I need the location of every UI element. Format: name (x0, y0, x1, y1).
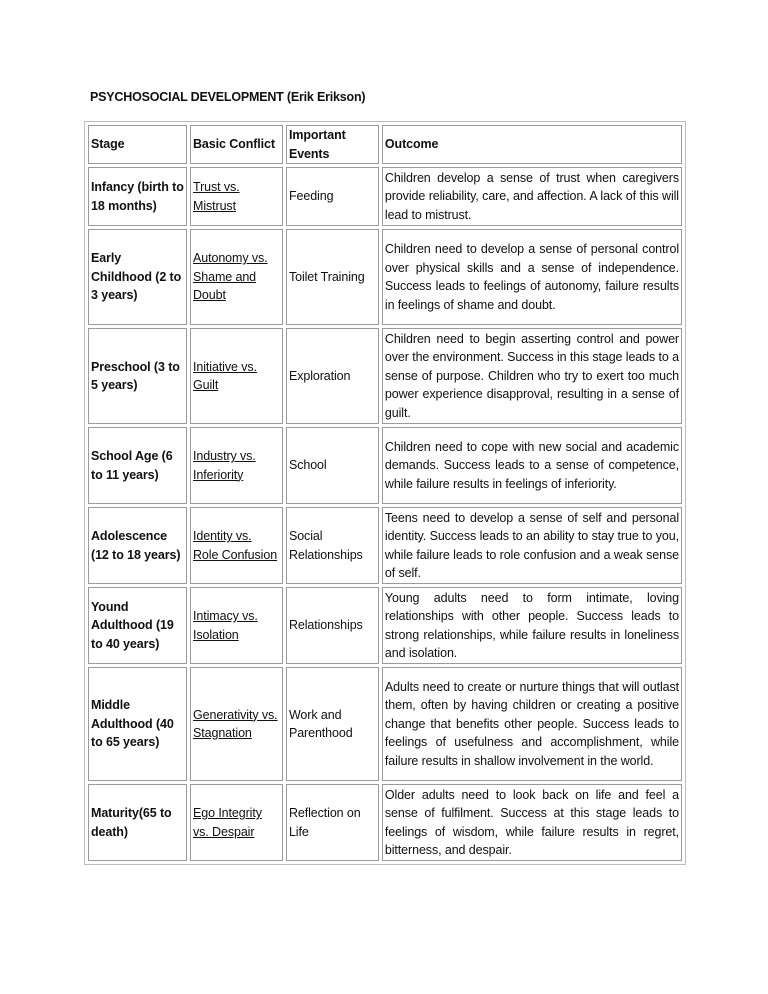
outcome-cell: Young adults need to form intimate, loving relationships with other people. Success leads to strong relationships, while failure results in loneliness and isolation. (382, 587, 682, 664)
stage-cell: Middle Adulthood (40 to 65 years) (88, 667, 187, 781)
conflict-cell (190, 667, 283, 781)
events-cell: Work and Parenthood (286, 667, 379, 781)
conflict-link: Intimacy vs. Isolation (193, 609, 258, 642)
table-row (88, 667, 682, 781)
conflict-link: Initiative vs. Guilt (193, 359, 257, 392)
conflict-cell (190, 587, 283, 664)
conflict-cell (190, 167, 283, 226)
table-header-row (88, 125, 682, 164)
conflict-cell (190, 328, 283, 424)
table-row (88, 587, 682, 664)
events-cell: Toilet Training (286, 229, 379, 325)
outcome-cell: Older adults need to look back on life and feel a sense of fulfilment. Success at this stage leads to feelings of wisdom, while failure results in regret, bitterness, and despair. (382, 784, 682, 861)
events-cell: Exploration (286, 328, 379, 424)
table-row (88, 328, 682, 424)
stage-cell: Yound Adulthood (19 to 40 years) (88, 587, 187, 664)
header-stage: Stage (88, 125, 187, 164)
table-row (88, 229, 682, 325)
outcome-cell: Teens need to develop a sense of self and personal identity. Success leads to an ability to stay true to you, while failure leads to role confusion and a weak sense of self. (382, 507, 682, 584)
conflict-link: Ego Integrity vs. Despair (193, 806, 262, 839)
header-basic-conflict: Basic Conflict (190, 125, 283, 164)
conflict-link: Identity vs. Role Confusion (193, 529, 278, 562)
conflict-cell (190, 507, 283, 584)
events-cell: School (286, 427, 379, 504)
table-row (88, 784, 682, 861)
stage-cell: Maturity(65 to death) (88, 784, 187, 861)
conflict-link: Generativity vs. Stagnation (193, 707, 278, 740)
stage-cell: Adolescence (12 to 18 years) (88, 507, 187, 584)
events-cell: Social Relationships (286, 507, 379, 584)
events-cell: Relationships (286, 587, 379, 664)
events-cell: Reflection on Life (286, 784, 379, 861)
header-outcome: Outcome (382, 125, 682, 164)
stage-cell: Early Childhood (2 to 3 years) (88, 229, 187, 325)
table-row (88, 507, 682, 584)
stage-cell: School Age (6 to 11 years) (88, 427, 187, 504)
page-title: PSYCHOSOCIAL DEVELOPMENT (Erik Erikson) (90, 90, 366, 104)
conflict-link: Autonomy vs. Shame and Doubt (193, 251, 268, 303)
events-cell: Feeding (286, 167, 379, 226)
outcome-cell: Adults need to create or nurture things that will outlast them, often by having children or creating a positive change that benefits other people. Success leads to feelings of usefulness and accomplishment, while failure results in shallow involvement in the world. (382, 667, 682, 781)
outcome-cell: Children need to develop a sense of personal control over physical skills and a sense of independence. Success leads to feelings of autonomy, failure results in feelings of shame and doubt. (382, 229, 682, 325)
outcome-cell: Children need to begin asserting control and power over the environment. Success in this stage leads to a sense of purpose. Children who try to exert too much power experience disapproval, resulting in a sense of guilt. (382, 328, 682, 424)
conflict-cell (190, 427, 283, 504)
conflict-link: Trust vs. Mistrust (193, 180, 240, 213)
erikson-stages-table (84, 121, 686, 865)
conflict-link: Industry vs. Inferiority (193, 449, 256, 482)
table-row (88, 427, 682, 504)
stage-cell: Preschool (3 to 5 years) (88, 328, 187, 424)
stage-cell: Infancy (birth to 18 months) (88, 167, 187, 226)
table-container (84, 121, 686, 865)
outcome-cell: Children develop a sense of trust when caregivers provide reliability, care, and affection. A lack of this will lead to mistrust. (382, 167, 682, 226)
header-important-events: Important Events (286, 125, 379, 164)
outcome-cell: Children need to cope with new social and academic demands. Success leads to a sense of competence, while failure results in feelings of inferiority. (382, 427, 682, 504)
table-row (88, 167, 682, 226)
conflict-cell (190, 229, 283, 325)
conflict-cell (190, 784, 283, 861)
